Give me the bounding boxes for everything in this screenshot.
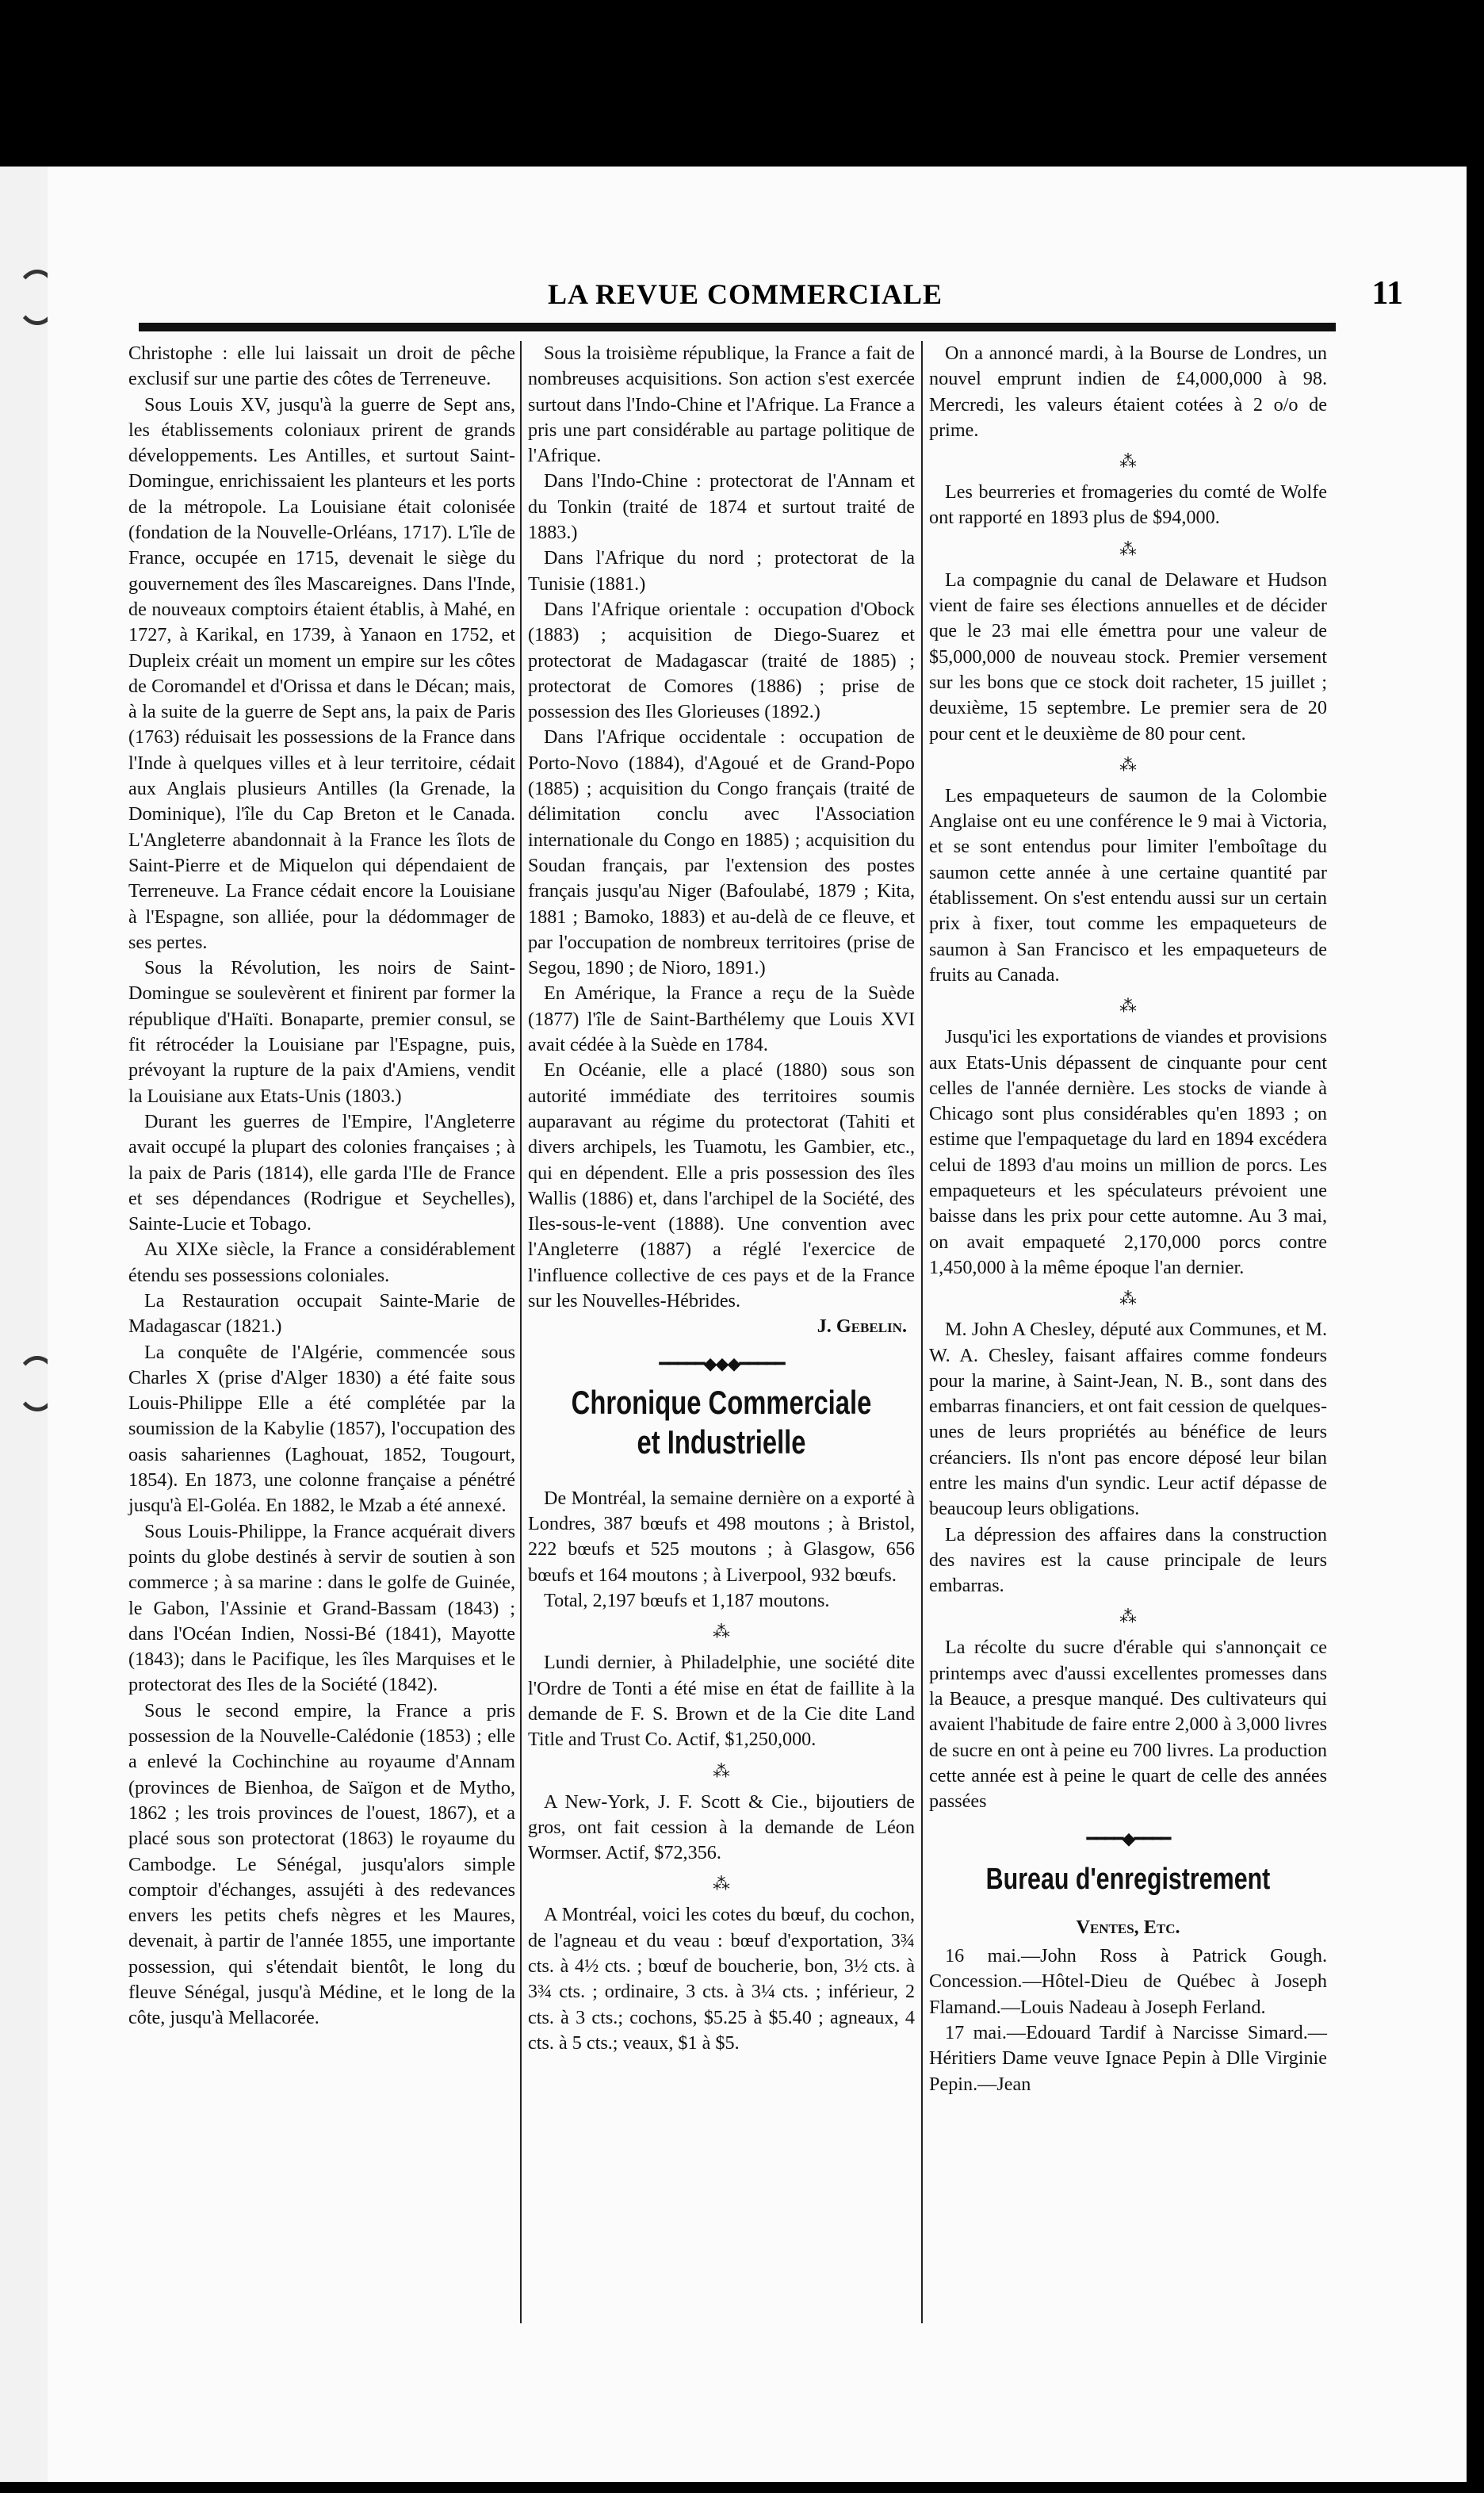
column-3 — [929, 341, 1327, 2097]
paragraph: On a annoncé mardi, à la Bourse de Londres, un nouvel emprunt indien de £4,000,000 à 98. Mercredi, les valeurs étaient cotées à 2 o/o de prime. — [929, 343, 1327, 441]
bureau-title: Bureau d'enregistrement — [985, 1862, 1271, 1896]
paragraph: Sous la Révolution, les noirs de Saint-Domingue se soulevèrent et finirent par former la république d'Haïti. Bonaparte, premier consul, se fit rétrocéder la Louisiane par l'Espagne, puis, prévoyant la rupture de la paix d'Amiens, vendit la Louisiane aux Etats-Unis (1803.) — [128, 957, 515, 1107]
paragraph: Dans l'Afrique occidentale : occupation de Porto-Novo (1884), d'Agoué et de Grand-Popo (1885) ; acquisition du Congo français (traité de délimitation conclu avec l'Association internationale du Congo en 1885) ; acquisition du Soudan français, par l'extension des postes français jusqu'au Niger (Bafoulabé, 1879 ; Kita, 1881 ; Bamoko, 1883) et au-delà de ce fleuve, et par l'occupation de nombreux territoires (prise de Segou, 1890 ; de Nioro, 1891.) — [528, 726, 915, 979]
asterism-separator: ⁂ — [1119, 1289, 1137, 1309]
paragraph: Les beurreries et fromageries du comté de Wolfe ont rapporté en 1893 plus de $94,000. — [929, 481, 1327, 529]
paragraph: Durant les guerres de l'Empire, l'Angleterre avait occupé la plupart des colonies françaises ; à la paix de Paris (1814), elle garda l'Ile de France et ses dépendances (Rodrigue et Seychelles), Sainte-Lucie et Tobago. — [128, 1110, 515, 1235]
paragraph: Au XIXe siècle, la France a considérablement étendu ses possessions coloniales. — [128, 1239, 515, 1286]
bureau-subhead: Ventes, Etc. — [1076, 1916, 1180, 1938]
paragraph: Dans l'Afrique orientale : occupation d'Obock (1883) ; acquisition de Diego-Suarez et protectorat de Madagascar (traité de 1885) ; protectorat de Comores (1886) ; prise de possession des Iles Glorieuses (1892.) — [528, 598, 915, 723]
ornament-divider: ━━━━◆━━━━ — [1086, 1828, 1170, 1848]
paragraph: Total, 2,197 bœufs et 1,187 moutons. — [544, 1590, 830, 1612]
paragraph: M. John A Chesley, député aux Communes, et M. W. A. Chesley, faisant affaires comme fondeurs pour la marine, à Saint-Jean, N. B., sont dans des embarras financiers, et ont fait cession de quelques-unes de leurs propriétés au bénéfice de leurs créanciers. Ils n'ont pas encore déposé leur bilan entre les mains d'un syndic. Leur actif dépasse de beaucoup leurs obligations. — [929, 1319, 1327, 1520]
paragraph: A Montréal, voici les cotes du bœuf, du cochon, de l'agneau et du veau : bœuf d'exportation, 3¾ cts. à 4½ cts. ; bœuf de boucherie, bon, 3½ cts. à 3¾ cts. ; ordinaire, 3 cts. à 3¼ cts. ; inférieur, 2 cts. à 3 cts.; cochons, $5.25 à $5.40 ; agneaux, 4 cts. à 5 cts.; veaux, $1 à $5. — [528, 1904, 915, 2054]
page-title: LA REVUE COMMERCIALE — [547, 278, 943, 310]
paragraph: A New-York, J. F. Scott & Cie., bijoutiers de gros, ont fait cession à la demande de Léon Wormser. Actif, $72,356. — [528, 1790, 915, 1864]
paragraph: La conquête de l'Algérie, commencée sous Charles X (prise d'Alger 1830) a été faite sous Louis-Philippe Elle a été complétée par la soumission de la Kabylie (1857), l'occupation des oasis sahariennes (Laghouat, 1852, Tougourt, 1854). En 1873, une colonne française a pénétré jusqu'à El-Goléa. En 1882, le Mzab a été annexé. — [128, 1341, 515, 1517]
asterism-separator: ⁂ — [713, 1622, 730, 1642]
asterism-separator: ⁂ — [1119, 451, 1137, 472]
paragraph: De Montréal, la semaine dernière on a exporté à Londres, 387 bœufs et 498 moutons ; à Bristol, 222 bœufs et 525 moutons ; à Glasgow, 656 bœufs et 164 moutons ; à Liverpool, 932 bœufs. — [528, 1487, 915, 1586]
asterism-separator: ⁂ — [713, 1760, 730, 1781]
paragraph: Sous Louis XV, jusqu'à la guerre de Sept ans, les établissements coloniaux prirent de grands développements. Les Antilles, et surtout Saint-Domingue, enrichissaient les planteurs et les ports de la métropole. La Louisiane était colonisée (fondation de la Nouvelle-Orléans, 1717). L'île de France, occupée en 1715, devenait le siège du gouvernement des îles Mascareignes. Dans l'Inde, de nouveaux comptoirs étaient établis, à Mahé, en 1727, à Karikal, en 1739, à Yanaon en 1752, et Dupleix créait un moment un empire sur les côtes de Coromandel et d'Orissa et dans le Décan; mais, à la suite de la guerre de Sept ans, la paix de Paris (1763) réduisait les possessions de la France dans l'Inde à quelques villes et à leur territoire, cédait aux Anglais plusieurs Antilles (la Grenade, la Dominique), l'île du Cap Breton et le Canada. L'Angleterre abandonnait à la France les îlots de Saint-Pierre et de Miquelon qui dépendaient de Terreneuve. La France cédait encore la Louisiane à l'Espagne, son alliée, pour la dédommager de ses pertes. — [128, 393, 515, 953]
article-signature: J. Gebelin. — [817, 1315, 907, 1338]
previous-page-edge — [0, 167, 48, 2482]
section-title: Chronique Commerciale et Industrielle — [571, 1383, 872, 1461]
column-divider — [520, 341, 522, 2323]
asterism-separator: ⁂ — [1119, 1606, 1137, 1627]
asterism-separator: ⁂ — [1119, 754, 1137, 775]
paragraph: En Amérique, la France a reçu de la Suède (1877) l'île de Saint-Barthélemy que Louis XVI avait cédée à la Suède en 1784. — [528, 982, 915, 1056]
column-divider — [921, 341, 923, 2323]
paragraph: Jusqu'ici les exportations de viandes et provisions aux Etats-Unis dépassent de cinquante pour cent celles de l'année dernière. Les stocks de viande à Chicago sont plus considérables qu'en 1893 ; on estime que l'empaquetage du lard en 1894 excédera celui de 1893 d'au moins un million de porcs. Les empaqueteurs et les spéculateurs prévoient une baisse dans les prix pour cette automne. Au 3 mai, on avait empaqueté 2,170,000 porcs contre 1,450,000 à la même époque l'an dernier. — [929, 1026, 1327, 1278]
paragraph: Sous le second empire, la France a pris possession de la Nouvelle-Calédonie (1853) ; elle a enlevé la Cochinchine au royaume d'Annam (provinces de Bienhoa, de Saïgon et de Mytho, 1862 ; les trois provinces de l'ouest, 1867), et a placé sous son protectorat (1863) le royaume du Cambodge. Le Sénégal, jusqu'alors simple comptoir d'échanges, assujéti à des redevances envers les petits chefs nègres et les Maures, devenait, à partir de l'année 1855, une importante possession, qui s'étendait bientôt, le long du fleuve Sénégal, jusqu'à Médine, et le long de la côte, jusqu'à Mellacorée. — [128, 1699, 515, 2029]
asterism-separator: ⁂ — [1119, 538, 1137, 559]
paragraph: Sous la troisième république, la France a fait de nombreuses acquisitions. Son action s'est exercée surtout dans l'Indo-Chine et l'Afrique. La France a pris une part considérable au partage politique de l'Afrique. — [528, 343, 915, 467]
paragraph: La récolte du sucre d'érable qui s'annonçait ce printemps avec d'aussi excellentes promesses dans la Beauce, a presque manqué. Des cultivateurs qui avaient l'habitude de faire entre 2,000 à 3,000 livres de sucre en ont à peine eu 700 livres. La production cette année est à peine le quart de celle des années passées — [929, 1637, 1327, 1813]
column-2 — [528, 341, 915, 2056]
paragraph: La Restauration occupait Sainte-Marie de Madagascar (1821.) — [128, 1289, 515, 1338]
bureau-entry: 17 mai.—Edouard Tardif à Narcisse Simard.—Héritiers Dame veuve Ignace Pepin à Dlle Virginie Pepin.—Jean — [929, 2022, 1327, 2095]
column-1 — [128, 341, 515, 2032]
paragraph: Les empaqueteurs de saumon de la Colombie Anglaise ont eu une conférence le 9 mai à Victoria, et se sont entendus pour limiter l'emboîtage du saumon cette année à une certaine quantité par établissement. On s'est entendu aussi sur un certain prix à fixer, tout comme les empaqueteurs de saumon à San Francisco et les empaqueteurs de fruits au Canada. — [929, 784, 1327, 986]
page-number: 11 — [1371, 275, 1403, 312]
paragraph: En Océanie, elle a placé (1880) sous son autorité immédiate des territoires soumis auparavant au régime du protectorat (Tahiti et divers archipels, les Tuamotu, les Gambier, etc., qui en dépendent. Elle a pris possession des îles Wallis (1886) et, dans l'archipel de la Société, des Iles-sous-le-vent (1888). Une convention avec l'Angleterre (1887) a réglé l'exercice de l'influence collective de ces pays et de la France sur les Nouvelles-Hébrides. — [528, 1059, 915, 1312]
paragraph: Dans l'Indo-Chine : protectorat de l'Annam et du Tonkin (traité de 1874 et surtout traité de 1883.) — [528, 470, 915, 544]
paragraph: Dans l'Afrique du nord ; protectorat de la Tunisie (1881.) — [528, 547, 915, 595]
asterism-separator: ⁂ — [1119, 996, 1137, 1017]
asterism-separator: ⁂ — [713, 1874, 730, 1894]
page-header — [87, 275, 1403, 312]
ornament-divider: ━━━━━◆◆◆━━━━━ — [659, 1353, 784, 1373]
paragraph: Christophe : elle lui laissait un droit de pêche exclusif sur une partie des côtes de Terreneuve. — [128, 343, 515, 390]
header-rule — [139, 323, 1336, 331]
paragraph: Sous Louis-Philippe, la France acquérait divers points du globe destinés à servir de soutien à son commerce ; à sa marine : dans le golfe de Guinée, le Gabon, l'Assinie et Grand-Bassam (1843) ; dans l'Océan Indien, Nossi-Bé (1841), Mayotte (1843); dans le Pacifique, les îles Marquises et le protectorat des Iles de la Société (1842). — [128, 1520, 515, 1696]
bureau-entry: 16 mai.—John Ross à Patrick Gough. Concession.—Hôtel-Dieu de Québec à Joseph Flamand.—Louis Nadeau à Joseph Ferland. — [929, 1945, 1327, 2018]
paragraph: La dépression des affaires dans la construction des navires est la cause principale de leurs embarras. — [929, 1523, 1327, 1597]
paragraph: Lundi dernier, à Philadelphie, une société dite l'Ordre de Tonti a été mise en état de faillite à la demande de F. S. Brown et de la Cie dite Land Title and Trust Co. Actif, $1,250,000. — [528, 1652, 915, 1751]
paragraph: La compagnie du canal de Delaware et Hudson vient de faire ses élections annuelles et de décider que le 23 mai elle émettra pour une valeur de $5,000,000 de nouveau stock. Premier versement sur les bons que ce stock doit racheter, 15 juillet ; deuxième, 15 septembre. Le premier sera de 20 pour cent et le deuxième de 80 pour cent. — [929, 569, 1327, 745]
